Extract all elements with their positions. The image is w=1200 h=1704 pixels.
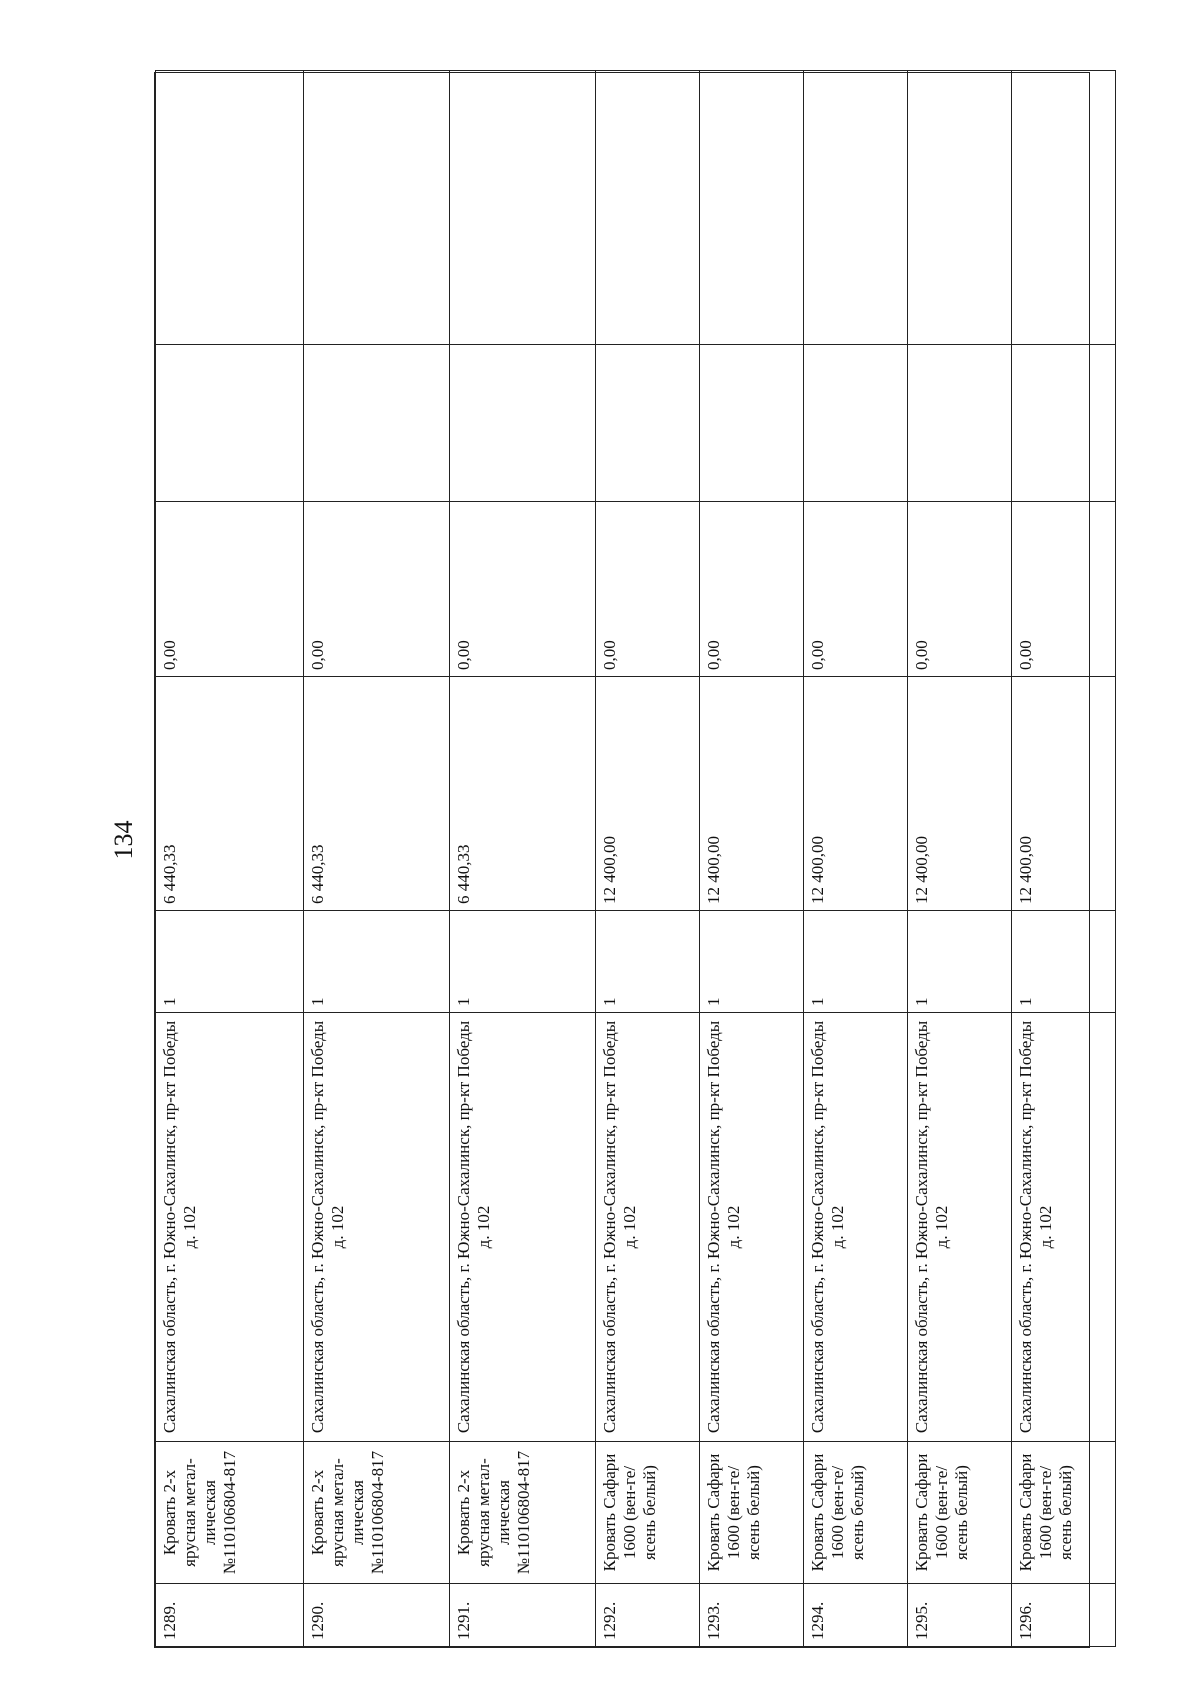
empty-cell <box>1012 71 1116 345</box>
item-residual: 0,00 <box>1012 502 1116 677</box>
item-sum: 6 440,33 <box>156 677 304 911</box>
item-quantity: 1 <box>156 911 304 1013</box>
page-number: 134 <box>109 820 138 860</box>
table-row <box>304 71 450 1647</box>
empty-cell <box>304 345 450 502</box>
item-residual: 0,00 <box>908 502 1012 677</box>
empty-cell <box>450 71 596 345</box>
item-sum: 12 400,00 <box>1012 677 1116 911</box>
empty-cell <box>596 345 700 502</box>
item-sum: 6 440,33 <box>450 677 596 911</box>
item-quantity: 1 <box>304 911 450 1013</box>
item-residual: 0,00 <box>804 502 908 677</box>
item-sum: 6 440,33 <box>304 677 450 911</box>
empty-cell <box>304 71 450 345</box>
inventory-table-frame <box>154 72 1090 1648</box>
empty-cell <box>156 345 304 502</box>
item-quantity: 1 <box>804 911 908 1013</box>
item-address: Сахалинская область, г. Южно-Сахалинск, пр-кт Победы д. 102 <box>908 1013 1012 1442</box>
row-number: 1296. <box>1012 1584 1116 1647</box>
item-sum: 12 400,00 <box>908 677 1012 911</box>
row-number: 1292. <box>596 1584 700 1647</box>
item-name: Кровать Сафари 1600 (вен-ге/ясень белый) <box>804 1442 908 1584</box>
item-address: Сахалинская область, г. Южно-Сахалинск, пр-кт Победы д. 102 <box>304 1013 450 1442</box>
item-address: Сахалинская область, г. Южно-Сахалинск, пр-кт Победы д. 102 <box>1012 1013 1116 1442</box>
table-row <box>804 71 908 1647</box>
item-name: Кровать Сафари 1600 (вен-ге/ясень белый) <box>1012 1442 1116 1584</box>
row-number: 1291. <box>450 1584 596 1647</box>
empty-cell <box>450 345 596 502</box>
item-quantity: 1 <box>908 911 1012 1013</box>
item-name: Кровать Сафари 1600 (вен-ге/ясень белый) <box>700 1442 804 1584</box>
item-address: Сахалинская область, г. Южно-Сахалинск, пр-кт Победы д. 102 <box>596 1013 700 1442</box>
inventory-table <box>155 70 1116 1647</box>
table-row <box>596 71 700 1647</box>
empty-cell <box>804 345 908 502</box>
item-sum: 12 400,00 <box>700 677 804 911</box>
item-quantity: 1 <box>596 911 700 1013</box>
table-row <box>700 71 804 1647</box>
row-number: 1294. <box>804 1584 908 1647</box>
item-address: Сахалинская область, г. Южно-Сахалинск, пр-кт Победы д. 102 <box>156 1013 304 1442</box>
item-residual: 0,00 <box>304 502 450 677</box>
item-name: Кровать 2-х ярусная метал-лическая №110106804-817 <box>156 1442 304 1584</box>
item-name: Кровать 2-х ярусная метал-лическая №110106804-817 <box>304 1442 450 1584</box>
table-row <box>1012 71 1116 1647</box>
empty-cell <box>1012 345 1116 502</box>
empty-cell <box>156 71 304 345</box>
table-row <box>156 71 304 1647</box>
item-residual: 0,00 <box>156 502 304 677</box>
item-residual: 0,00 <box>700 502 804 677</box>
table-row <box>450 71 596 1647</box>
item-quantity: 1 <box>700 911 804 1013</box>
item-quantity: 1 <box>1012 911 1116 1013</box>
item-sum: 12 400,00 <box>596 677 700 911</box>
empty-cell <box>908 345 1012 502</box>
empty-cell <box>596 71 700 345</box>
row-number: 1293. <box>700 1584 804 1647</box>
item-address: Сахалинская область, г. Южно-Сахалинск, пр-кт Победы д. 102 <box>450 1013 596 1442</box>
row-number: 1290. <box>304 1584 450 1647</box>
empty-cell <box>700 345 804 502</box>
row-number: 1295. <box>908 1584 1012 1647</box>
empty-cell <box>700 71 804 345</box>
item-residual: 0,00 <box>596 502 700 677</box>
item-name: Кровать 2-х ярусная метал-лическая №110106804-817 <box>450 1442 596 1584</box>
row-number: 1289. <box>156 1584 304 1647</box>
item-quantity: 1 <box>450 911 596 1013</box>
item-address: Сахалинская область, г. Южно-Сахалинск, пр-кт Победы д. 102 <box>700 1013 804 1442</box>
item-residual: 0,00 <box>450 502 596 677</box>
item-name: Кровать Сафари 1600 (вен-ге/ясень белый) <box>908 1442 1012 1584</box>
table-row <box>908 71 1012 1647</box>
item-sum: 12 400,00 <box>804 677 908 911</box>
item-address: Сахалинская область, г. Южно-Сахалинск, пр-кт Победы д. 102 <box>804 1013 908 1442</box>
empty-cell <box>908 71 1012 345</box>
empty-cell <box>804 71 908 345</box>
item-name: Кровать Сафари 1600 (вен-ге/ясень белый) <box>596 1442 700 1584</box>
